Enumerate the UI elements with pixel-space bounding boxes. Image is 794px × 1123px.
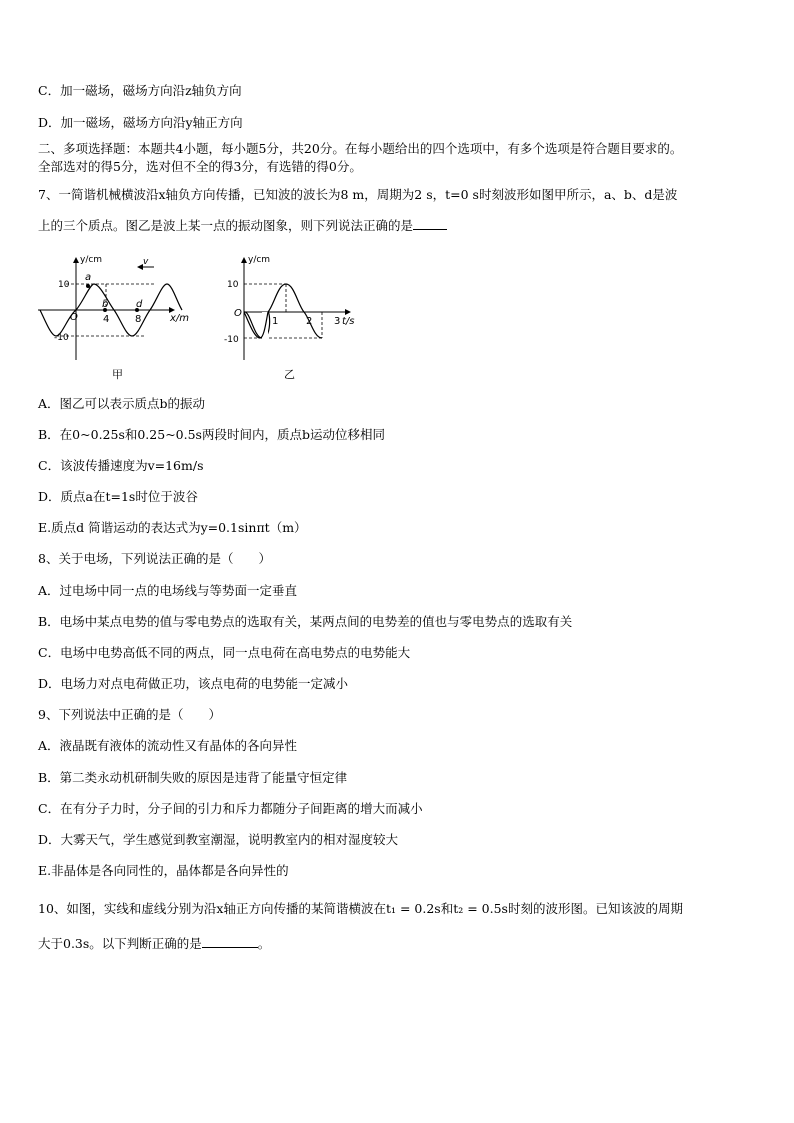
- jia-point-a: [86, 284, 90, 288]
- q7-option-d: D．质点a在t=1s时位于波谷: [38, 489, 198, 504]
- jia-x-label: x/m: [170, 313, 190, 324]
- q10-stem-line1: 10、如图，实线和虚线分别为沿x轴正方向传播的某简谐横波在t₁ = 0.2s和t₂ = 0.5s时刻的波形图。已知该波的周期: [38, 901, 683, 916]
- q9-option-e: E.非晶体是各向同性的，晶体都是各向异性的: [38, 863, 289, 878]
- yi-tick-1: 1: [272, 316, 279, 327]
- q10-stem-end: 。: [257, 936, 271, 951]
- q8-option-a: A．过电场中同一点的电场线与等势面一定垂直: [38, 583, 298, 598]
- q8-option-b: B．电场中某点电势的值与零电势点的选取有关，某两点间的电势差的值也与零电势点的选取有关: [38, 614, 573, 629]
- jia-label-v: v: [143, 257, 149, 267]
- jia-tick-4: 4: [103, 314, 110, 325]
- yi-tick-3: 3: [334, 316, 341, 327]
- q7-figure-jia: [36, 250, 206, 382]
- jia-caption: 甲: [112, 368, 123, 381]
- yi-tick-2: 2: [306, 316, 313, 327]
- jia-label-d: d: [136, 299, 143, 310]
- q7-stem-line2: [38, 217, 447, 235]
- jia-tick-neg10: -10: [54, 333, 69, 343]
- q10-stem-text: 大于0.3s。以下判断正确的是: [38, 936, 202, 951]
- section2-line1: 二、多项选择题：本题共4小题，每小题5分，共20分。在每小题给出的四个选项中，有多个选项是符合题目要求的。: [38, 141, 683, 156]
- yi-tick-o: O: [234, 308, 242, 319]
- jia-tick-10: 10: [58, 280, 70, 290]
- q7-option-a: A．图乙可以表示质点b的振动: [38, 396, 206, 411]
- yi-tick-10: 10: [227, 280, 239, 290]
- q9-option-c: C．在有分子力时，分子间的引力和斥力都随分子间距离的增大而减小: [38, 801, 423, 816]
- q7-stem-text: 上的三个质点。图乙是波上某一点的振动图象，则下列说法正确的是: [38, 218, 414, 233]
- q9-stem: 9、下列说法中正确的是（ ）: [38, 707, 221, 722]
- q7-figure-yi: [222, 250, 372, 382]
- yi-tick-neg10: -10: [224, 335, 239, 345]
- q8-stem: 8、关于电场，下列说法正确的是（ ）: [38, 551, 271, 566]
- q9-option-b: B．第二类永动机研制失败的原因是违背了能量守恒定律: [38, 770, 348, 785]
- q9-option-d: D．大雾天气，学生感觉到教室潮湿，说明教室内的相对湿度较大: [38, 832, 399, 847]
- section2-line2: 全部选对的得5分，选对但不全的得3分，有选错的得0分。: [38, 159, 362, 174]
- jia-label-b: b: [102, 299, 109, 310]
- q7-option-c: C．该波传播速度为v=16m/s: [38, 458, 204, 473]
- q7-stem-line1: 7、一简谐机械横波沿x轴负方向传播，已知波的波长为8 m，周期为2 s，t=0 s时刻波形如图甲所示，a、b、d是波: [38, 187, 678, 202]
- q7-answer-blank[interactable]: [413, 217, 447, 230]
- q8-option-d: D．电场力对点电荷做正功，该点电荷的电势能一定减小: [38, 676, 349, 691]
- yi-wave-curve: [244, 284, 322, 338]
- jia-label-a: a: [85, 272, 92, 283]
- q9-option-a: A．液晶既有液体的流动性又有晶体的各向异性: [38, 738, 298, 753]
- q7-option-e: E.质点d 简谐运动的表达式为y=0.1sinπt（m）: [38, 520, 307, 535]
- q10-stem-line2: [38, 935, 270, 953]
- q8-option-c: C．电场中电势高低不同的两点，同一点电荷在高电势点的电势能大: [38, 645, 411, 660]
- q6-option-c: C．加一磁场，磁场方向沿z轴负方向: [38, 83, 242, 98]
- jia-tick-o: O: [70, 312, 78, 323]
- q10-answer-blank[interactable]: [202, 935, 258, 948]
- yi-t-label: t/s: [342, 316, 355, 327]
- q6-option-d: D．加一磁场，磁场方向沿y轴正方向: [38, 115, 243, 130]
- q7-option-b: B．在0~0.25s和0.25~0.5s两段时间内，质点b运动位移相同: [38, 427, 385, 442]
- yi-y-label: y/cm: [248, 255, 271, 265]
- jia-y-label: y/cm: [80, 255, 103, 265]
- jia-tick-8: 8: [135, 314, 142, 325]
- yi-caption: 乙: [284, 368, 295, 381]
